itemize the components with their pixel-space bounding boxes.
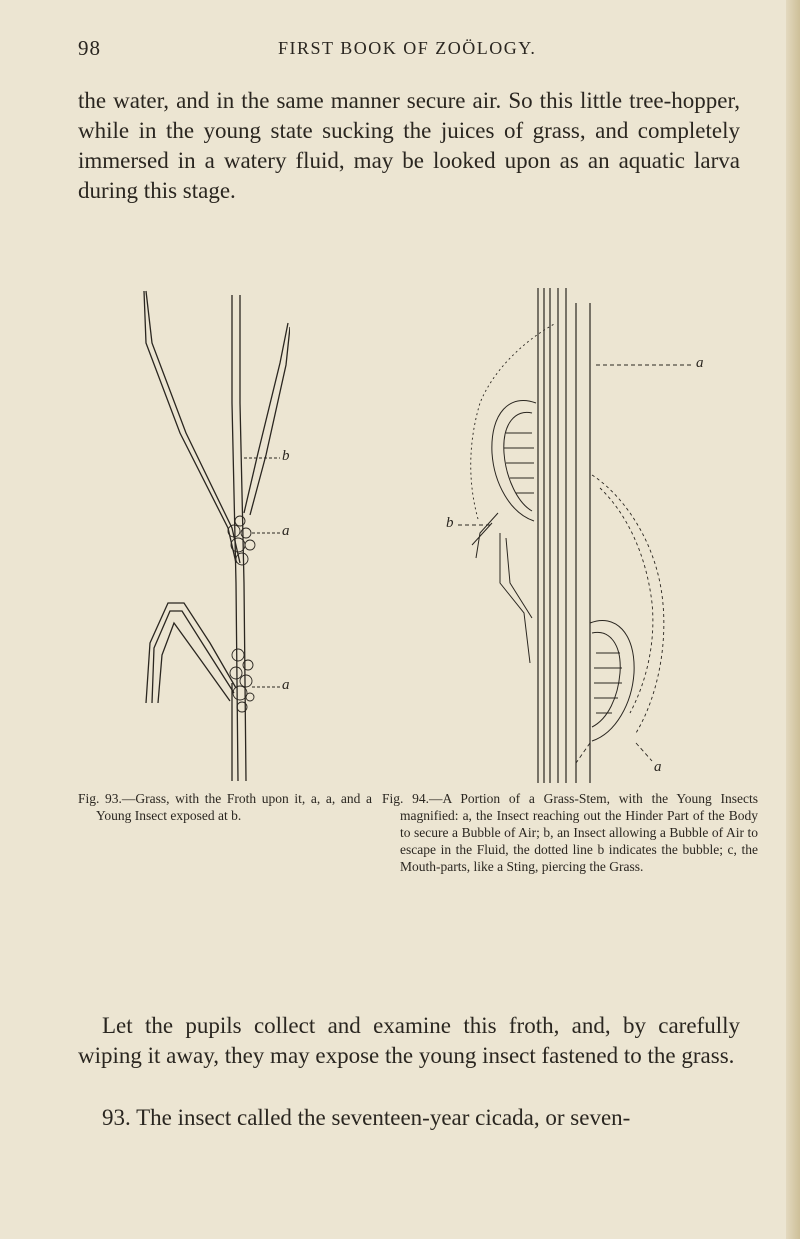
figure-94-illustration (440, 283, 710, 788)
figure-93-label-a1: a (282, 523, 290, 539)
page-number: 98 (78, 36, 101, 60)
paragraph-top: the water, and in the same manner secure air. So this little tree-hopper, while in the young state sucking the juices of grass, and completely immersed in a watery fluid, may be looked upon as an aquatic larva during this stage. (78, 88, 740, 203)
figure-93-label-b: b (282, 448, 290, 464)
figure-94-label-a-top: a (696, 355, 704, 371)
figure-93 (140, 283, 290, 783)
figure-94 (440, 283, 710, 788)
page-header (78, 36, 738, 66)
figure-94-caption: Fig. 94.—A Portion of a Grass-Stem, with the Young Insects magnified: a, the Insect reaching out the Hinder Part of the Body to secure a Bubble of Air; b, an Insect allowing a Bubble of Air to escape in the Fluid, the dotted line b indicates the bubble; c, the Mouth-parts, like a Sting, piercing the Grass. (382, 791, 758, 874)
figure-93-illustration (140, 283, 290, 783)
paragraph-last: 93. The insect called the seventeen-year cicada, or seven- (102, 1105, 631, 1130)
page-edge (786, 0, 800, 1239)
running-head: FIRST BOOK OF ZOÖLOGY. (278, 38, 537, 58)
figure-93-label-a2: a (282, 677, 290, 693)
figure-94-label-a-bottom: a (654, 759, 662, 775)
figure-93-caption: Fig. 93.—Grass, with the Froth upon it, a, a, and a Young Insect exposed at b. (78, 791, 372, 823)
paragraph-bottom: Let the pupils collect and examine this froth, and, by carefully wiping it away, they may expose the young insect fastened to the grass. (78, 1013, 740, 1068)
figure-94-label-b: b (446, 515, 454, 531)
